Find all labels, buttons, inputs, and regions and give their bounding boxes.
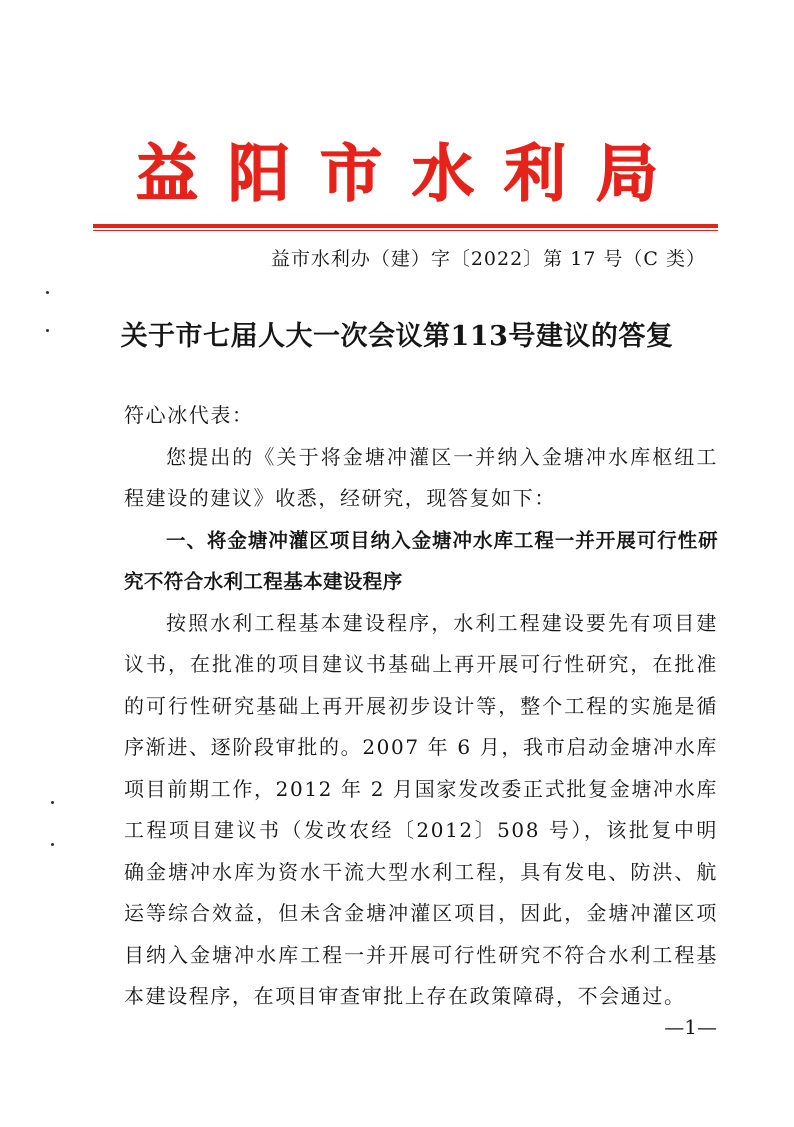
scan-mark: [46, 291, 49, 294]
document-number: 益市水利办（建）字〔2022〕第 17 号（C 类）: [270, 248, 706, 270]
scan-mark: [51, 843, 54, 846]
scan-mark: [51, 801, 54, 804]
salutation: 符心冰代表：: [124, 403, 254, 427]
letterhead-title: 益阳市水利局: [135, 137, 688, 210]
section-heading: 一、将金塘冲灌区项目纳入金塘冲水库工程一并开展可行性研究不符合水利工程基本建设程序: [124, 528, 718, 593]
section-body-paragraph: 按照水利工程基本建设程序，水利工程建设要先有项目建议书，在批准的项目建议书基础上再开展可行性研究，在批准的可行性研究基础上再开展初步设计等，整个工程的实施是循序渐进、逐阶段审批的。2007 年 6 月，我市启动金塘冲水库项目前期工作，2012 年 2 月国家发改委正式批复金塘冲水库工程项目建议书（发改农经〔2012〕508 号），该批复中明确金塘冲水库为资水干流大型水利工程，具有发电、防洪、航运等综合效益，但未含金塘冲灌区项目，因此，金塘冲灌区项目纳入金塘冲水库工程一并开展可行性研究不符合水利工程基本建设程序，在项目审查审批上存在政策障碍，不会通过。: [124, 610, 718, 1008]
intro-paragraph: 您提出的《关于将金塘冲灌区一并纳入金塘冲水库枢纽工程建设的建议》收悉，经研究，现答复如下：: [124, 444, 718, 510]
document-title: 关于市七届人大一次会议第113号建议的答复: [120, 321, 674, 352]
document-body: [124, 395, 718, 1018]
page-number: —1—: [664, 1015, 717, 1039]
letterhead-red-rule-thin: [93, 230, 718, 231]
letterhead-red-rule: [93, 224, 718, 228]
